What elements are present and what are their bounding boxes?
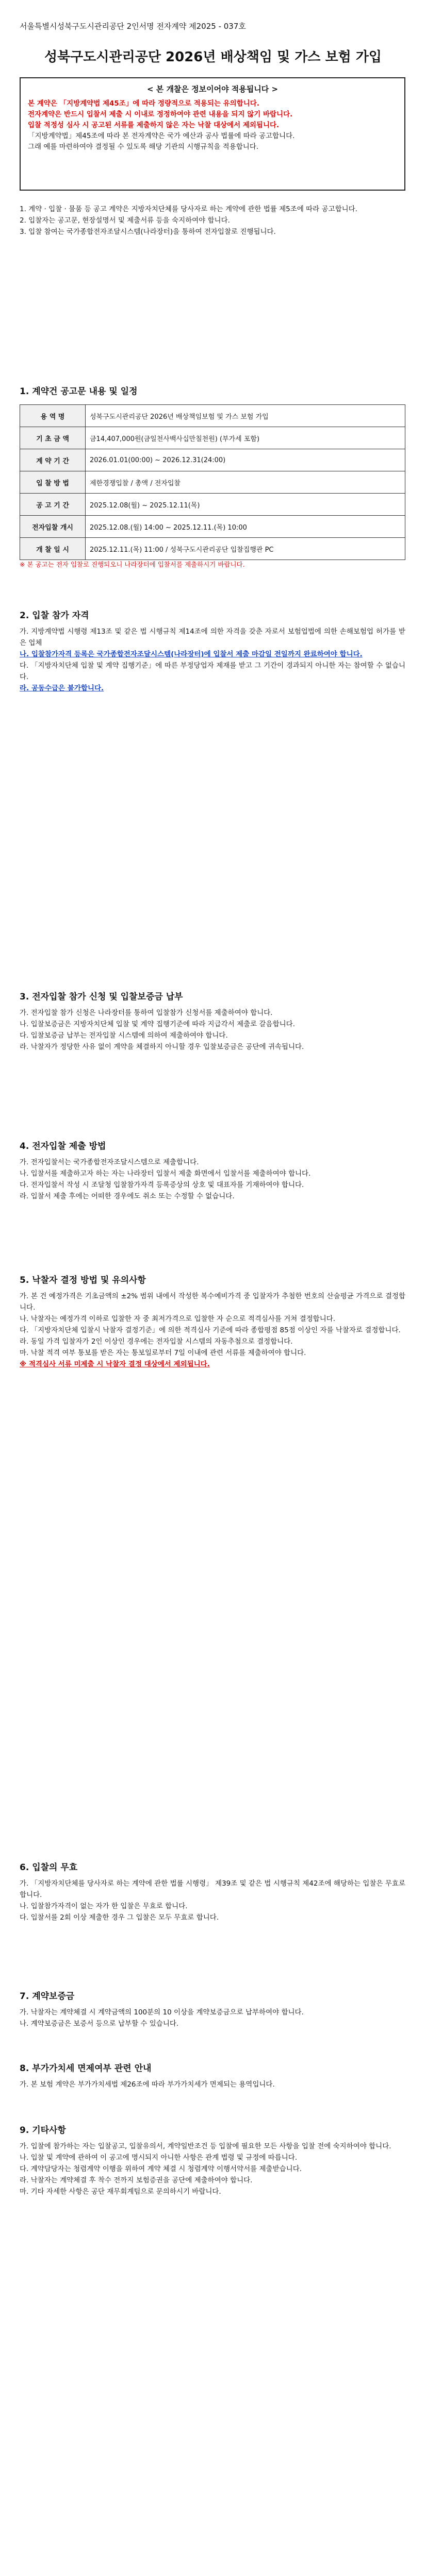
notice-line: 「지방계약법」제45조에 따라 본 전자계약은 국가 예산과 공사 법률에 따라 공고합니다. xyxy=(28,132,295,140)
intro-line: 1. 계약 · 입찰 · 물품 등 공고 계약은 지방자치단체를 당사자로 하는 계약에 관한 법률 제5조에 따라 공고합니다. xyxy=(20,205,358,213)
info-table xyxy=(20,404,405,560)
table-value: 2025.12.08(월) ~ 2025.12.11(목) xyxy=(86,494,405,516)
doc-number: 서울특별시성북구도시관리공단 2인서명 전자계약 제2025 - 037호 xyxy=(20,22,246,31)
table-row xyxy=(20,538,405,560)
section-body xyxy=(20,2007,405,2029)
list-item: 마. 낙찰 적격 여부 통보를 받은 자는 통보일로부터 7일 이내에 관련 서류를 제출하여야 합니다. xyxy=(20,1349,306,1357)
list-item: 마. 기타 자세한 사항은 공단 재무회계팀으로 문의하시기 바랍니다. xyxy=(20,2188,221,2196)
list-item: 다. 계약담당자는 청렴계약 이행을 위하여 계약 체결 시 청렴계약 이행서약서를 제출받습니다. xyxy=(20,2165,302,2173)
list-item: 다. 입찰서를 2회 이상 제출한 경우 그 입찰은 모두 무효로 합니다. xyxy=(20,1913,219,1922)
table-row xyxy=(20,471,405,494)
section-title: 9. 기타사항 xyxy=(20,2125,66,2136)
list-item: 나. 입찰참가자격 등록은 국가종합전자조달시스템(나라장터)에 입찰서 제출 마감일 전일까지 완료하여야 합니다. xyxy=(20,650,363,658)
section-body xyxy=(20,1291,405,1370)
table-row xyxy=(20,449,405,471)
section-title: 3. 전자입찰 참가 신청 및 입찰보증금 납부 xyxy=(20,992,183,1002)
list-item: 가. 본 건 예정가격은 기초금액의 ±2% 범위 내에서 작성한 복수예비가격 중 입찰자가 추첨한 번호의 산술평균 가격으로 결정합니다. xyxy=(20,1292,405,1312)
table-value: 제한경쟁입찰 / 총액 / 전자입찰 xyxy=(86,471,405,494)
section-title: 4. 전자입찰 제출 방법 xyxy=(20,1141,106,1151)
list-item: 라. 낙찰자가 정당한 사유 없이 계약을 체결하지 아니할 경우 입찰보증금은 공단에 귀속됩니다. xyxy=(20,1043,304,1051)
table-note: ※ 본 공고는 전자 입찰로 진행되오니 나라장터에 입찰서를 제출하시기 바랍니다. xyxy=(20,561,245,568)
section-title: 2. 입찰 참가 자격 xyxy=(20,611,89,621)
notice-line: 전자계약은 반드시 입찰서 제출 시 이내로 정정하여야 관련 내용을 되지 않기 바랍니다. xyxy=(28,110,293,118)
list-item: 가. 「지방자치단체를 당사자로 하는 계약에 관한 법률 시행령」 제39조 및 같은 법 시행규칙 제42조에 해당하는 입찰은 무효로 합니다. xyxy=(20,1879,405,1899)
notice-line: 그래 예를 마련하여야 결정될 수 있도록 해당 기관의 시행규칙을 적용합니다. xyxy=(28,143,259,151)
list-item: 나. 낙찰자는 예정가격 이하로 입찰한 자 중 최저가격으로 입찰한 자 순으로 적격심사를 거쳐 결정합니다. xyxy=(20,1315,336,1323)
section-body xyxy=(20,2141,405,2197)
table-value: 2025.12.08.(월) 14:00 ~ 2025.12.11.(목) 10:00 xyxy=(86,516,405,538)
list-item: 다. 「지방자치단체 입찰시 낙찰자 결정기준」에 의한 적격심사 기준에 따라 종합평점 85점 이상인 자를 낙찰자로 결정합니다. xyxy=(20,1326,401,1334)
list-item: 가. 지방계약법 시행령 제13조 및 같은 법 시행규칙 제14조에 의한 자격을 갖춘 자로서 보험업법에 의한 손해보험업 허가를 받은 업체 xyxy=(20,628,405,647)
table-value: 2025.12.11.(목) 11:00 / 성북구도시관리공단 입찰집행관 PC xyxy=(86,538,405,560)
table-key: 기 초 금 액 xyxy=(20,427,86,449)
table-key: 계 약 기 간 xyxy=(20,449,86,471)
section-title: 5. 낙찰자 결정 방법 및 유의사항 xyxy=(20,1275,146,1285)
section-body xyxy=(20,1157,405,1202)
table-row xyxy=(20,516,405,538)
table-row xyxy=(20,405,405,427)
list-item: 나. 입찰보증금은 지방자치단체 입찰 및 계약 집행기준에 따라 지급각서 제출로 갈음합니다. xyxy=(20,1020,296,1028)
table-value: 금14,407,000원(금일천사백사십만칠천원) (부가세 포함) xyxy=(86,427,405,449)
list-item: 라. 낙찰자는 계약체결 후 착수 전까지 보험증권을 공단에 제출하여야 합니다. xyxy=(20,2176,253,2184)
list-item: 라. 입찰서 제출 후에는 어떠한 경우에도 취소 또는 수정할 수 없습니다. xyxy=(20,1192,235,1200)
section-body xyxy=(20,1007,405,1053)
intro-line: 3. 입찰 참여는 국가종합전자조달시스템(나라장터)을 통하여 전자입찰로 진행됩니다. xyxy=(20,228,276,236)
notice-heading: < 본 개찰은 정보이어야 적용됩니다 > xyxy=(146,84,278,94)
list-item: 다. 입찰보증금 납부는 전자입찰 시스템에 의하여 제출하여야 합니다. xyxy=(20,1031,228,1040)
list-item: 가. 전자입찰서는 국가종합전자조달시스템으로 제출합니다. xyxy=(20,1158,199,1166)
section-title: 1. 계약건 공고문 내용 및 일정 xyxy=(20,386,138,397)
list-item: 가. 입찰에 참가하는 자는 입찰공고, 입찰유의서, 계약일반조건 등 입찰에 필요한 모든 사항을 입찰 전에 숙지하여야 합니다. xyxy=(20,2142,391,2150)
table-row xyxy=(20,494,405,516)
table-key: 용 역 명 xyxy=(20,405,86,427)
intro-paragraph xyxy=(20,204,405,238)
list-item: 다. 전자입찰서 작성 시 조달청 입찰참가자격 등록증상의 상호 및 대표자를 기재하여야 합니다. xyxy=(20,1181,304,1189)
list-item: 가. 낙찰자는 계약체결 시 계약금액의 100분의 10 이상을 계약보증금으로 납부하여야 합니다. xyxy=(20,2008,304,2016)
table-row xyxy=(20,427,405,449)
section-body xyxy=(20,626,405,694)
list-item: 가. 전자입찰 참가 신청은 나라장터를 통하여 입찰참가 신청서를 제출하여야 합니다. xyxy=(20,1009,273,1017)
table-key: 입 찰 방 법 xyxy=(20,471,86,494)
table-key: 공 고 기 간 xyxy=(20,494,86,516)
list-item: 나. 입찰참가자격이 없는 자가 한 입찰은 무효로 합니다. xyxy=(20,1902,188,1910)
table-key: 개 찰 일 시 xyxy=(20,538,86,560)
list-item: 나. 입찰서를 제출하고자 하는 자는 나라장터 입찰서 제출 화면에서 입찰서를 제출하여야 합니다. xyxy=(20,1170,311,1178)
list-item: 라. 공동수급은 불가합니다. xyxy=(20,684,104,692)
table-value: 2026.01.01(00:00) ~ 2026.12.31(24:00) xyxy=(86,449,405,471)
section-title: 8. 부가가치세 면제여부 관련 안내 xyxy=(20,2063,152,2074)
notice-box xyxy=(20,77,405,191)
intro-line: 2. 입찰자는 공고문, 현장설명서 및 제출서류 등을 숙지하여야 합니다. xyxy=(20,216,230,225)
list-item: 나. 입찰 및 계약에 관하여 이 공고에 명시되지 아니한 사항은 관계 법령 및 규정에 따릅니다. xyxy=(20,2154,298,2162)
page-title: 성북구도시관리공단 2026년 배상책임 및 가스 보험 가입 xyxy=(44,49,382,65)
list-item: 다. 「지방자치단체 입찰 및 계약 집행기준」에 따른 부정당업자 제재를 받고 그 기간이 경과되지 아니한 자는 참여할 수 없습니다. xyxy=(20,662,405,681)
table-key: 전자입찰 개시 xyxy=(20,516,86,538)
notice-line: 본 계약은 「지방계약법 제45조」에 따라 정량적으로 적용되는 유의합니다. xyxy=(28,99,259,108)
section-body xyxy=(20,2079,405,2090)
highlight-note: ※ 적격심사 서류 미제출 시 낙찰자 결정 대상에서 제외됩니다. xyxy=(20,1360,210,1368)
list-item: 가. 본 보험 계약은 부가가치세법 제26조에 따라 부가가치세가 면제되는 용역입니다. xyxy=(20,2080,275,2089)
list-item: 라. 동일 가격 입찰자가 2인 이상인 경우에는 전자입찰 시스템의 자동추첨으로 결정합니다. xyxy=(20,1337,293,1346)
section-title: 6. 입찰의 무효 xyxy=(20,1862,78,1873)
notice-line: 입찰 적정성 심사 시 공고된 서류를 제출하지 않은 자는 낙찰 대상에서 제외됩니다. xyxy=(28,121,280,129)
list-item: 나. 계약보증금은 보증서 등으로 납부할 수 있습니다. xyxy=(20,2020,179,2028)
table-value: 성북구도시관리공단 2026년 배상책임보험 및 가스 보험 가입 xyxy=(86,405,405,427)
section-title: 7. 계약보증금 xyxy=(20,1991,75,2002)
section-body xyxy=(20,1878,405,1923)
